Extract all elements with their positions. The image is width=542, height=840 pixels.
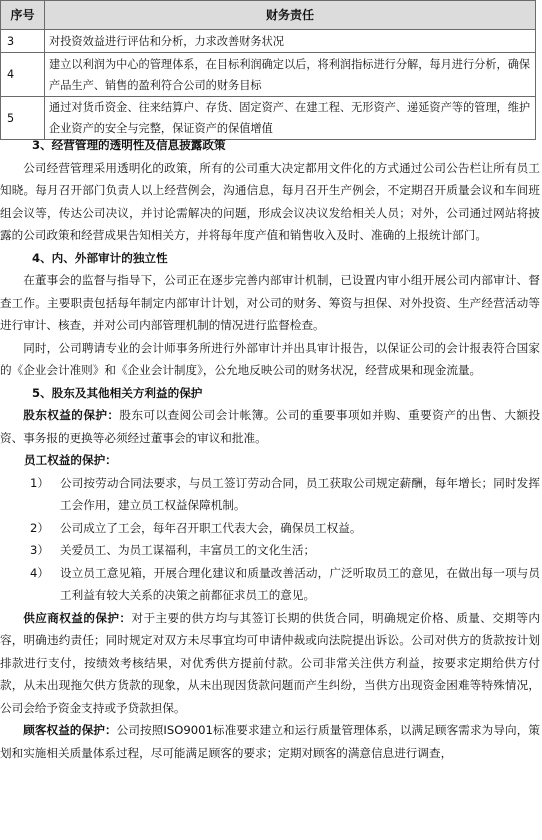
- customer-paragraph: [0, 719, 540, 764]
- list-item: [0, 562, 540, 607]
- column-header-responsibility: 财务责任: [45, 1, 536, 30]
- customer-lead: 顾客权益的保护：: [23, 723, 117, 737]
- section-3-paragraph: 公司经营管理采用透明化的政策，所有的公司重大决定都用文件化的方式通过公司公告栏让所有员工知晓。每月召开部门负责人以上经营例会，沟通信息，每月召开生产例会，不定期召开质量会议和车间班组会议等，传达公司决议，并讨论需解决的问题，形成会议决议发给相关人员；对外，公司通过网站将披露的公司政策和经营成果告知相关方，并将每年度产值和销售收入及时、准确的上报统计部门。: [0, 160, 540, 242]
- row-text: 对投资效益进行评估和分析，力求改善财务状况: [45, 30, 536, 53]
- table-header-row: [1, 1, 536, 30]
- column-header-number: 序号: [1, 1, 45, 30]
- section-3-heading: 3、经营管理的透明性及信息披露政策: [32, 138, 226, 152]
- financial-responsibility-table: [0, 0, 536, 140]
- shareholder-text: 股东可以查阅公司会计帐簿。公司的重要事项如并购、重要资产的出售、大额投资、事务报的更换等必须经过董事会的审议和批准。: [0, 408, 540, 445]
- row-number: 4: [1, 53, 45, 97]
- section-4-paragraph-2: 同时，公司聘请专业的会计师事务所进行外部审计并出具审计报告，以保证公司的会计报表符合国家的《企业会计准则》和《企业会计制度》，公允地反映公司的财务状况，经营成果和现金流量。: [0, 340, 540, 377]
- shareholder-lead: 股东权益的保护：: [23, 408, 120, 422]
- list-item-text: 关爱员工、为员工谋福利，丰富员工的文化生活；: [60, 543, 316, 557]
- table-row: [1, 53, 536, 97]
- document-body: [0, 134, 540, 764]
- section-5-heading: 5、股东及其他相关方利益的保护: [32, 385, 203, 400]
- row-number: 5: [1, 97, 45, 140]
- section-4-paragraph-1: 在董事会的监督与指导下，公司正在逐步完善内部审计机制，已设置内审小组开展公司内部审计、督查工作。主要职责包括每年制定内部审计计划，对公司的财务、筹资与担保、对外投资、生产经营活动等进行审计、核查，并对公司内部管理机制的情况进行监督检查。: [0, 273, 540, 332]
- supplier-text: 对于主要的供方均与其签订长期的供货合同，明确规定价格、质量、交期等内容，明确违约责任；同时规定对双方未尽事宜均可申请仲裁或向法院提出诉讼。公司对供方的货款按计划排款进行支付，按绩效考核结果，对优秀供方提前付款。公司非常关注供方利益，按要求定期给供方付款，从未出现拖欠供方货款的现象，从未出现因货款问题而产生纠纷，当供方出现资金困难等特殊情况，公司会给予资金支持或予贷款担保。: [0, 610, 540, 715]
- supplier-lead: 供应商权益的保护：: [23, 610, 132, 625]
- customer-text: 公司按照ISO9001标准要求建立和运行质量管理体系，以满足顾客需求为导向，策划和实施相关质量体系过程，尽可能满足顾客的要求；定期对顾客的满意信息进行调查，: [0, 723, 540, 760]
- list-item: [0, 472, 540, 517]
- list-item: [0, 517, 540, 540]
- shareholder-paragraph: [0, 404, 540, 449]
- list-item: [0, 539, 540, 562]
- row-text: 通过对货币资金、往来结算户、存货、固定资产、在建工程、无形资产、递延资产等的管理，维护企业资产的安全与完整，保证资产的保值增值: [45, 97, 536, 140]
- list-item-number: 3）: [30, 543, 49, 557]
- row-number: 3: [1, 30, 45, 53]
- table-row: [1, 30, 536, 53]
- list-item-text: 公司成立了工会，每年召开职工代表大会，确保员工权益。: [60, 520, 362, 535]
- section-4-heading: 4、内、外部审计的独立性: [32, 250, 168, 265]
- list-item-text: 公司按劳动合同法要求，与员工签订劳动合同，员工获取公司规定薪酬，每年增长；同时发挥工会作用，建立员工权益保障机制。: [60, 475, 540, 512]
- supplier-paragraph: [0, 607, 540, 720]
- list-item-number: 1）: [30, 475, 49, 490]
- employee-lead: 员工权益的保护：: [24, 453, 117, 467]
- list-item-text: 设立员工意见箱，开展合理化建议和质量改善活动，广泛听取员工的意见，在做出每一项与员工利益有较大关系的决策之前都征求员工的意见。: [60, 565, 540, 602]
- list-item-number: 4）: [30, 565, 49, 580]
- list-item-number: 2）: [30, 520, 49, 535]
- row-text: 建立以利润为中心的管理体系，在目标利润确定以后，将利润指标进行分解，每月进行分析，确保产品生产、销售的盈利符合公司的财务目标: [45, 53, 536, 97]
